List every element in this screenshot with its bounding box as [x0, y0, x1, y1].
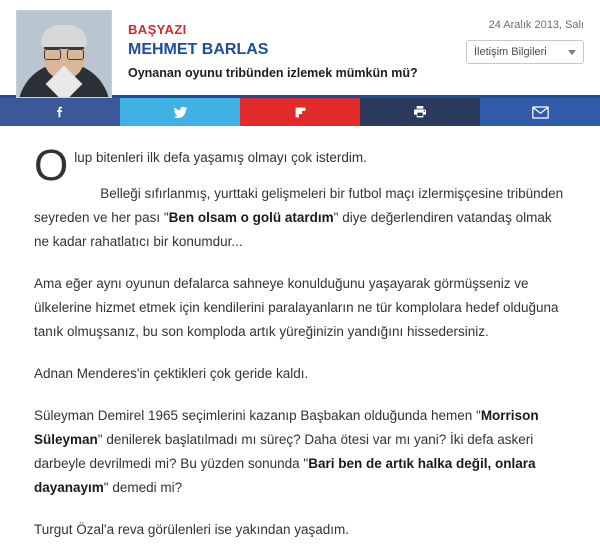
paragraph-2: [34, 182, 566, 254]
avatar-glasses: [44, 47, 84, 59]
avatar-hair: [41, 25, 87, 47]
paragraph-3: Ama eğer aynı oyunun defalarca sahneye konulduğunu yaşayarak görmüşseniz ve ülkelerine hizmet etmek için kendilerini paralayanların ne tür komplolara hedef olduğuna tanık olmuşsanız, bu son komploda artık yüreğinizin yandığını hissedersiniz.: [34, 276, 559, 339]
quote-bari-ben-de: Bari ben de artık halka değil, onlara dayanayım: [34, 456, 536, 495]
print-button[interactable]: [360, 98, 480, 126]
twitter-icon: [172, 105, 189, 120]
share-facebook-button[interactable]: [0, 98, 120, 126]
column-kicker: BAŞYAZI: [128, 22, 187, 37]
contact-info-dropdown[interactable]: [466, 40, 584, 64]
email-button[interactable]: [480, 98, 600, 126]
printer-icon: [412, 104, 428, 120]
share-flipboard-button[interactable]: [240, 98, 360, 126]
share-bar: [0, 98, 600, 126]
facebook-icon: [53, 105, 67, 119]
envelope-icon: [532, 106, 549, 119]
flipboard-icon: [294, 106, 307, 119]
paragraph-5: [34, 404, 566, 500]
avatar: [16, 10, 112, 98]
paragraph-2-part-a: Belleği sıfırlanmış, yurttaki gelişmeleri bir futbol maçı izlermişçesine tribünden seyreden ve her pası ": [34, 186, 564, 225]
chevron-down-icon: [568, 50, 576, 55]
article-body: [0, 126, 600, 542]
quote-morrison-suleyman: Morrison Süleyman: [34, 408, 539, 447]
header-text-block: [112, 10, 466, 82]
paragraph-2-part-b: " diye değerlendiren vatandaş olmak ne kadar rahatlatıcı bir konumdur...: [34, 210, 552, 249]
publish-date: 24 Aralık 2013, Salı: [488, 19, 584, 31]
author-name[interactable]: MEHMET BARLAS: [128, 41, 269, 58]
page-title: Oynanan oyunu tribünden izlemek mümkün mü?: [128, 66, 418, 80]
share-twitter-button[interactable]: [120, 98, 240, 126]
paragraph-5-part-a: Süleyman Demirel 1965 seçimlerini kazanıp Başbakan olduğunda hemen ": [34, 408, 481, 423]
paragraph-4: Adnan Menderes'in çektikleri çok geride kaldı.: [34, 366, 309, 381]
paragraph-6: Turgut Özal'a reva görülenleri ise yakından yaşadım.: [34, 522, 349, 537]
header-meta: [466, 10, 584, 64]
contact-info-label: İletişim Bilgileri: [474, 46, 547, 58]
quote-ben-olsam: Ben olsam o golü atardım: [168, 210, 334, 225]
paragraph-1: [34, 141, 566, 190]
article-header: [0, 0, 600, 98]
drop-cap: O: [34, 141, 69, 190]
paragraph-5-part-b: " denilerek başlatılmadı mı süreç? Daha ötesi var mı yani? İki defa askeri darbeyle devrilmedi mi? Bu yüzden sonunda ": [34, 432, 534, 471]
paragraph-5-part-c: " demedi mi?: [103, 480, 183, 495]
paragraph-1-text: lup bitenleri ilk defa yaşamış olmayı çok isterdim.: [74, 150, 367, 165]
